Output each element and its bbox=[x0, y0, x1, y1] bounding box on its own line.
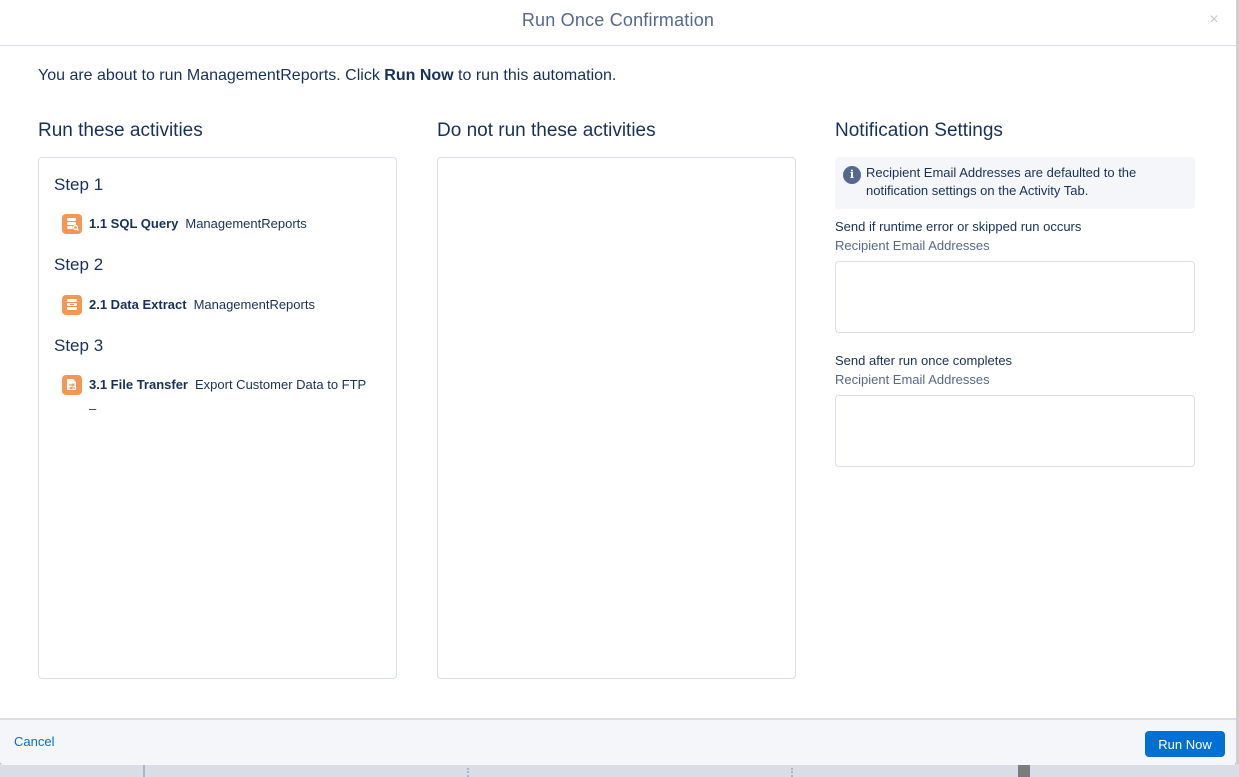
run-activities-panel bbox=[38, 157, 397, 679]
activity-item-sql-query[interactable] bbox=[62, 216, 307, 234]
error-recipient-label: Recipient Email Addresses bbox=[835, 238, 990, 253]
modal-header bbox=[0, 0, 1236, 46]
background-divider bbox=[791, 768, 793, 777]
error-recipient-email-field[interactable] bbox=[835, 261, 1195, 333]
activity-name: 1.1 SQL Query bbox=[89, 216, 179, 231]
cancel-button[interactable]: Cancel bbox=[14, 734, 55, 749]
intro-text bbox=[38, 67, 616, 85]
complete-notification-label: Send after run once completes bbox=[835, 353, 1013, 368]
background-divider bbox=[467, 768, 469, 777]
modal-title: Run Once Confirmation bbox=[521, 10, 715, 30]
notification-settings-heading: Notification Settings bbox=[835, 120, 1003, 141]
error-notification-label: Send if runtime error or skipped run occurs bbox=[835, 219, 1082, 234]
file-transfer-icon bbox=[62, 375, 82, 395]
step-3-title: Step 3 bbox=[54, 336, 104, 355]
modal-footer bbox=[0, 718, 1236, 765]
notification-info-text: Recipient Email Addresses are defaulted to the notification settings on the Activity Tab. bbox=[866, 165, 1137, 198]
activity-target: Export Customer Data to FTP bbox=[195, 377, 367, 392]
intro-suffix: to run this automation. bbox=[453, 67, 617, 84]
notification-info-box bbox=[835, 157, 1195, 209]
intro-prefix: You are about to run ManagementReports. Click bbox=[38, 67, 385, 84]
activity-item-data-extract[interactable] bbox=[62, 297, 315, 315]
intro-run-now: Run Now bbox=[384, 67, 454, 84]
activity-name: 3.1 File Transfer bbox=[89, 377, 188, 392]
activity-item-file-transfer[interactable] bbox=[62, 377, 366, 395]
complete-recipient-email-field[interactable] bbox=[835, 395, 1195, 467]
info-icon: i bbox=[843, 166, 861, 184]
run-now-button[interactable]: Run Now bbox=[1145, 731, 1225, 757]
skip-activities-heading: Do not run these activities bbox=[437, 120, 656, 141]
data-extract-icon bbox=[62, 295, 82, 315]
background-app-strip bbox=[0, 764, 1239, 777]
background-scroll-thumb bbox=[1018, 764, 1030, 777]
skip-activities-panel[interactable] bbox=[437, 157, 796, 679]
sql-query-icon bbox=[62, 214, 82, 234]
step-1-title: Step 1 bbox=[54, 175, 104, 194]
close-icon[interactable]: × bbox=[1209, 11, 1219, 28]
background-divider bbox=[143, 764, 145, 777]
step-2-title: Step 2 bbox=[54, 255, 104, 274]
activity-continuation: – bbox=[89, 401, 97, 416]
activity-target: ManagementReports bbox=[193, 297, 315, 312]
run-activities-heading: Run these activities bbox=[38, 120, 203, 141]
complete-recipient-label: Recipient Email Addresses bbox=[835, 372, 990, 387]
activity-target: ManagementReports bbox=[185, 216, 307, 231]
activity-name: 2.1 Data Extract bbox=[89, 297, 187, 312]
